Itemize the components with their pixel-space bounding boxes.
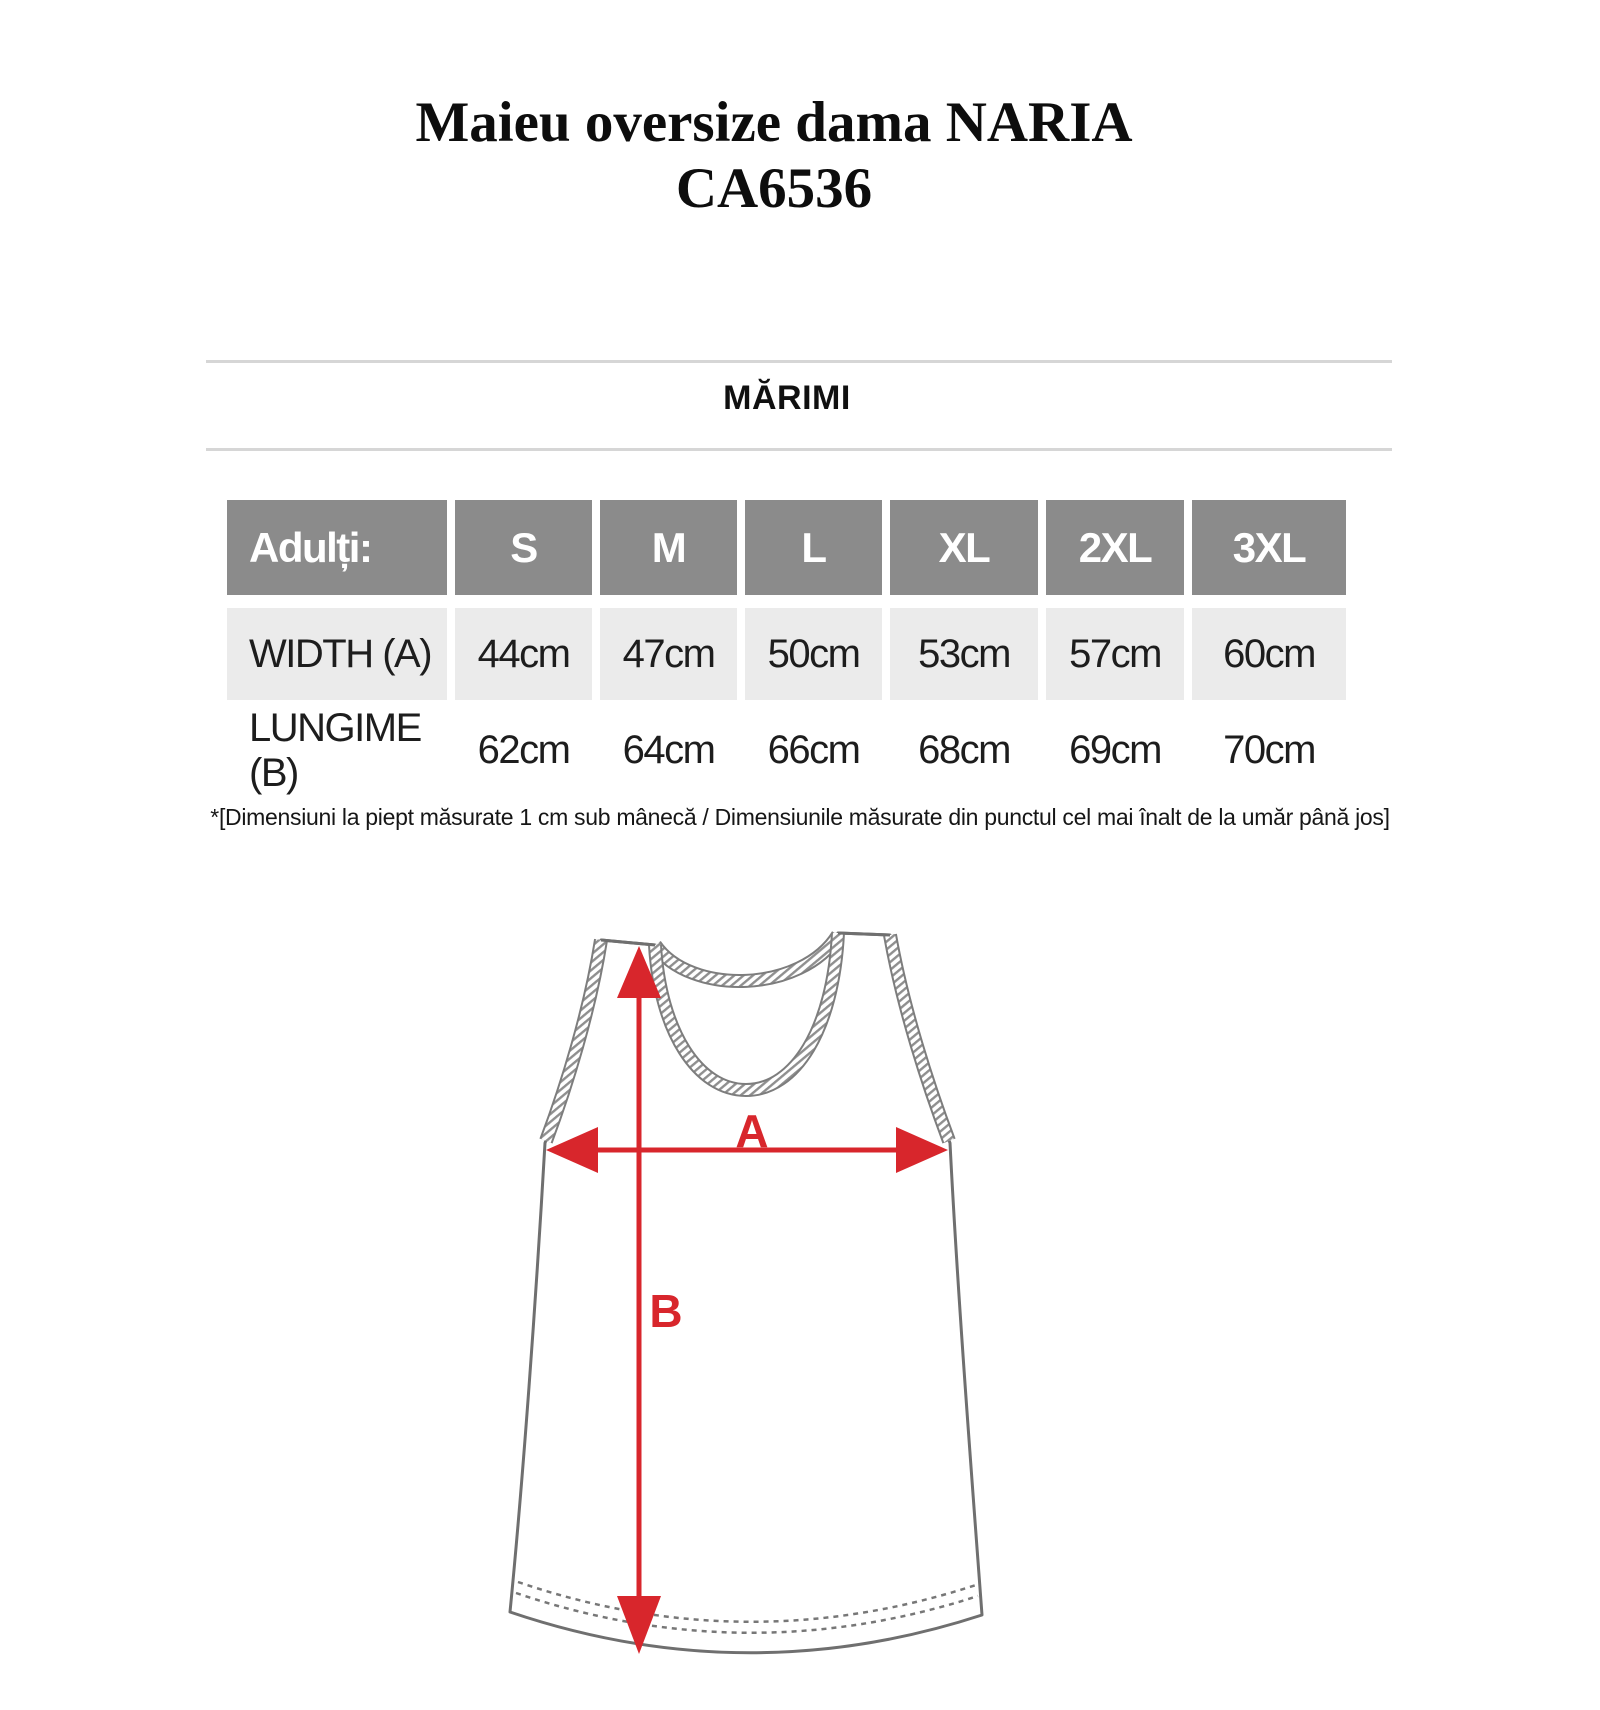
header-cell-s: S — [455, 500, 592, 595]
header-cell-3xl: 3XL — [1192, 500, 1346, 595]
size-table — [227, 500, 1346, 795]
length-value-2xl: 69cm — [1069, 728, 1161, 772]
length-value-3xl: 70cm — [1223, 728, 1315, 772]
divider-top — [206, 360, 1392, 363]
row-length-label: LUNGIME (B) — [249, 705, 421, 795]
length-dimension-label: B — [649, 1285, 683, 1337]
width-value-xl: 53cm — [890, 608, 1038, 700]
header-cell-xl: XL — [890, 500, 1038, 595]
length-value-l: 66cm — [767, 728, 860, 772]
product-name: Maieu oversize dama NARIA — [415, 91, 1133, 154]
page-title — [0, 90, 1548, 222]
length-value-xl: 68cm — [918, 728, 1010, 772]
length-value-m: 64cm — [622, 728, 715, 772]
row-width-label: WIDTH (A) — [227, 608, 447, 700]
width-value-3xl: 60cm — [1192, 608, 1346, 700]
tank-top-diagram — [480, 915, 1000, 1675]
section-heading: MĂRIMI — [723, 379, 851, 417]
measurement-footnote: *[Dimensiuni la piept măsurate 1 cm sub mânecă / Dimensiunile măsurate din punctul cel mai înalt de la umăr până jos] — [210, 804, 1390, 830]
header-cell-adults: Adulți: — [227, 500, 447, 595]
width-value-2xl: 57cm — [1046, 608, 1184, 700]
product-code: CA6536 — [675, 157, 873, 220]
width-value-m: 47cm — [600, 608, 737, 700]
width-dimension-label: A — [735, 1105, 769, 1157]
header-cell-l: L — [745, 500, 882, 595]
right-shoulder-edge — [838, 933, 890, 935]
back-neckline-binding — [655, 935, 838, 981]
header-cell-m: M — [600, 500, 737, 595]
divider-bottom — [206, 448, 1392, 451]
width-value-s: 44cm — [455, 608, 592, 700]
width-value-l: 50cm — [745, 608, 882, 700]
header-cell-2xl: 2XL — [1046, 500, 1184, 595]
length-value-s: 62cm — [477, 728, 570, 772]
